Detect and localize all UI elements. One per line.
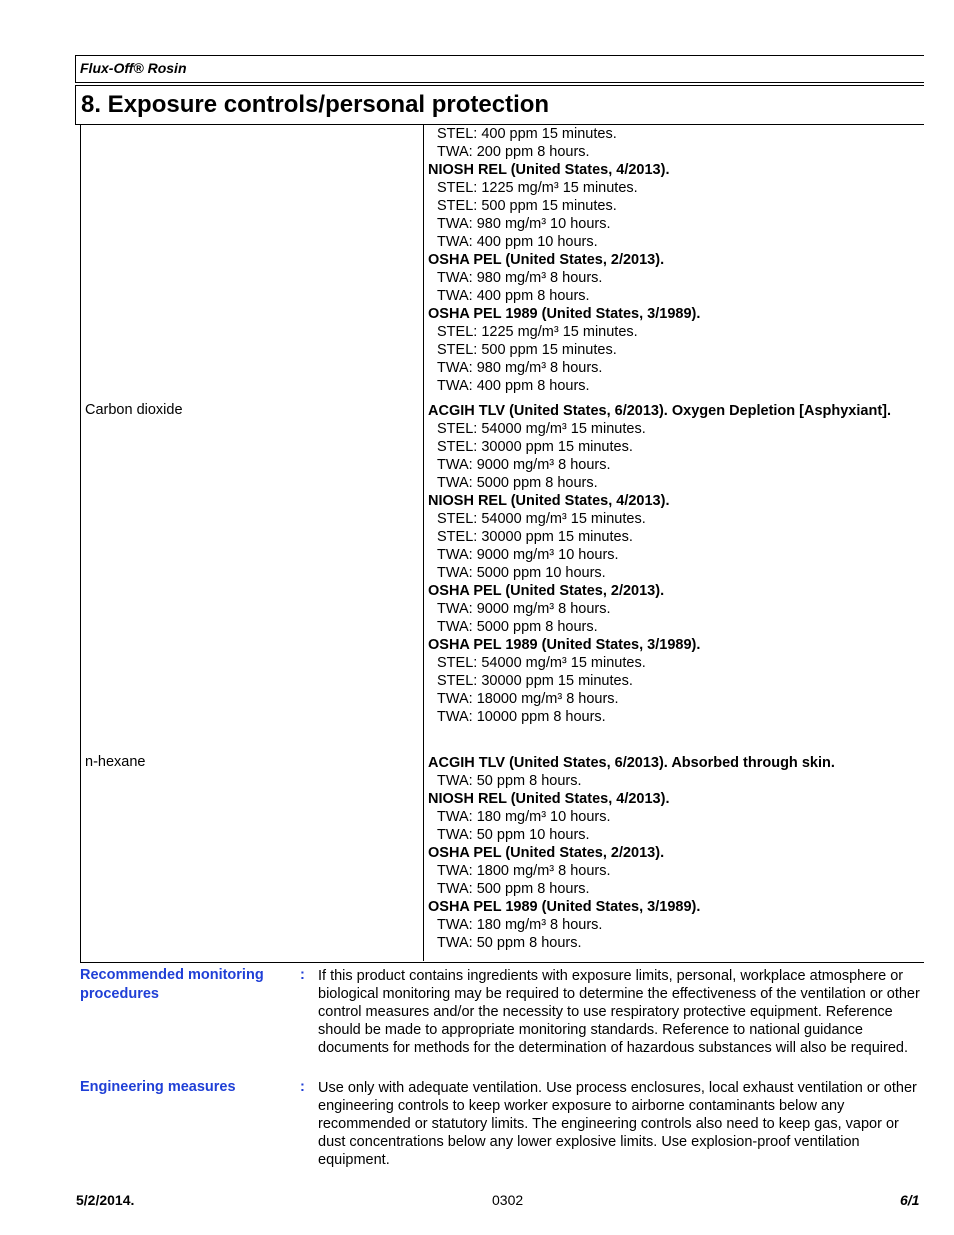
exposure-value: TWA: 980 mg/m³ 8 hours. <box>437 360 603 376</box>
exposure-value: TWA: 18000 mg/m³ 8 hours. <box>437 691 619 707</box>
exposure-value: TWA: 10000 ppm 8 hours. <box>437 709 606 725</box>
exposure-value: STEL: 500 ppm 15 minutes. <box>437 198 617 214</box>
footer-page-number: 6/1 <box>900 1192 920 1208</box>
exposure-standard: NIOSH REL (United States, 4/2013). <box>428 791 670 807</box>
engineering-measures-text: Use only with adequate ventilation. Use process enclosures, local exhaust ventilation or other engineering controls to keep worker exposure to airborne contaminants below any recommended or statutory limits. The engineering controls also need to keep gas, vapor or dust concentrations below any lower explosive limits. Use explosion-proof ventilation equipment. <box>318 1080 917 1168</box>
exposure-value: STEL: 54000 mg/m³ 15 minutes. <box>437 655 646 671</box>
exposure-value: TWA: 9000 mg/m³ 8 hours. <box>437 457 611 473</box>
exposure-value: STEL: 54000 mg/m³ 15 minutes. <box>437 511 646 527</box>
exposure-value: TWA: 5000 ppm 10 hours. <box>437 565 606 581</box>
exposure-standard: OSHA PEL (United States, 2/2013). <box>428 252 665 268</box>
exposure-value: TWA: 400 ppm 8 hours. <box>437 288 590 304</box>
exposure-value: TWA: 9000 mg/m³ 8 hours. <box>437 601 611 617</box>
exposure-value: TWA: 5000 ppm 8 hours. <box>437 619 598 635</box>
exposure-limits-n-hexane <box>428 754 918 952</box>
exposure-standard: NIOSH REL (United States, 4/2013). <box>428 493 670 509</box>
exposure-value: TWA: 50 ppm 8 hours. <box>437 773 582 789</box>
engineering-measures-label: Engineering measures <box>80 1079 236 1095</box>
exposure-value: TWA: 500 ppm 8 hours. <box>437 881 590 897</box>
exposure-value: STEL: 30000 ppm 15 minutes. <box>437 439 633 455</box>
exposure-limits-continued <box>428 125 918 395</box>
exposure-value: TWA: 980 mg/m³ 8 hours. <box>437 270 603 286</box>
footer-date: 5/2/2014. <box>76 1192 135 1208</box>
product-header-bar <box>75 55 924 83</box>
monitoring-procedures-text: If this product contains ingredients with exposure limits, personal, workplace atmosphere or biological monitoring may be required to determine the effectiveness of the ventilation or other control measures and/or the necessity to use respiratory protective equipment. Reference should be made to appropriate monitoring standards. Reference to national guidance documents for methods for the determination of hazardous substances will also be required. <box>318 968 920 1056</box>
exposure-value: TWA: 400 ppm 10 hours. <box>437 234 598 250</box>
exposure-value: TWA: 9000 mg/m³ 10 hours. <box>437 547 619 563</box>
exposure-standard: NIOSH REL (United States, 4/2013). <box>428 162 670 178</box>
exposure-standard: OSHA PEL 1989 (United States, 3/1989). <box>428 306 701 322</box>
product-name: Flux-Off® Rosin <box>80 60 187 76</box>
exposure-value: TWA: 180 mg/m³ 8 hours. <box>437 917 603 933</box>
column-divider <box>423 125 424 961</box>
exposure-value: TWA: 50 ppm 8 hours. <box>437 935 582 951</box>
exposure-standard: OSHA PEL (United States, 2/2013). <box>428 845 665 861</box>
field-colon: : <box>300 1079 305 1095</box>
exposure-value: TWA: 50 ppm 10 hours. <box>437 827 590 843</box>
footer-code: 0302 <box>492 1192 524 1208</box>
section-header-bar <box>75 85 924 125</box>
exposure-value: TWA: 5000 ppm 8 hours. <box>437 475 598 491</box>
exposure-value: STEL: 1225 mg/m³ 15 minutes. <box>437 324 638 340</box>
exposure-value: TWA: 980 mg/m³ 10 hours. <box>437 216 611 232</box>
exposure-standard: OSHA PEL 1989 (United States, 3/1989). <box>428 637 701 653</box>
exposure-limits-table <box>80 125 924 963</box>
exposure-standard: OSHA PEL (United States, 2/2013). <box>428 583 665 599</box>
section-title: 8. Exposure controls/personal protection <box>81 91 550 118</box>
exposure-value: TWA: 180 mg/m³ 10 hours. <box>437 809 611 825</box>
exposure-limits-carbon-dioxide <box>428 402 918 726</box>
exposure-value: STEL: 30000 ppm 15 minutes. <box>437 529 633 545</box>
exposure-value: TWA: 400 ppm 8 hours. <box>437 378 590 394</box>
exposure-value: STEL: 54000 mg/m³ 15 minutes. <box>437 421 646 437</box>
ingredient-name: Carbon dioxide <box>85 402 183 418</box>
exposure-value: TWA: 1800 mg/m³ 8 hours. <box>437 863 611 879</box>
exposure-standard: OSHA PEL 1989 (United States, 3/1989). <box>428 899 701 915</box>
exposure-value: STEL: 30000 ppm 15 minutes. <box>437 673 633 689</box>
exposure-value: STEL: 1225 mg/m³ 15 minutes. <box>437 180 638 196</box>
exposure-value: STEL: 400 ppm 15 minutes. <box>437 126 617 142</box>
exposure-standard: ACGIH TLV (United States, 6/2013). Absorbed through skin. <box>428 755 835 771</box>
exposure-value: STEL: 500 ppm 15 minutes. <box>437 342 617 358</box>
exposure-value: TWA: 200 ppm 8 hours. <box>437 144 590 160</box>
field-colon: : <box>300 967 305 983</box>
exposure-standard: ACGIH TLV (United States, 6/2013). Oxygen Depletion [Asphyxiant]. <box>428 403 892 419</box>
monitoring-procedures-label: Recommended monitoring procedures <box>80 967 264 1002</box>
ingredient-name: n-hexane <box>85 754 146 770</box>
